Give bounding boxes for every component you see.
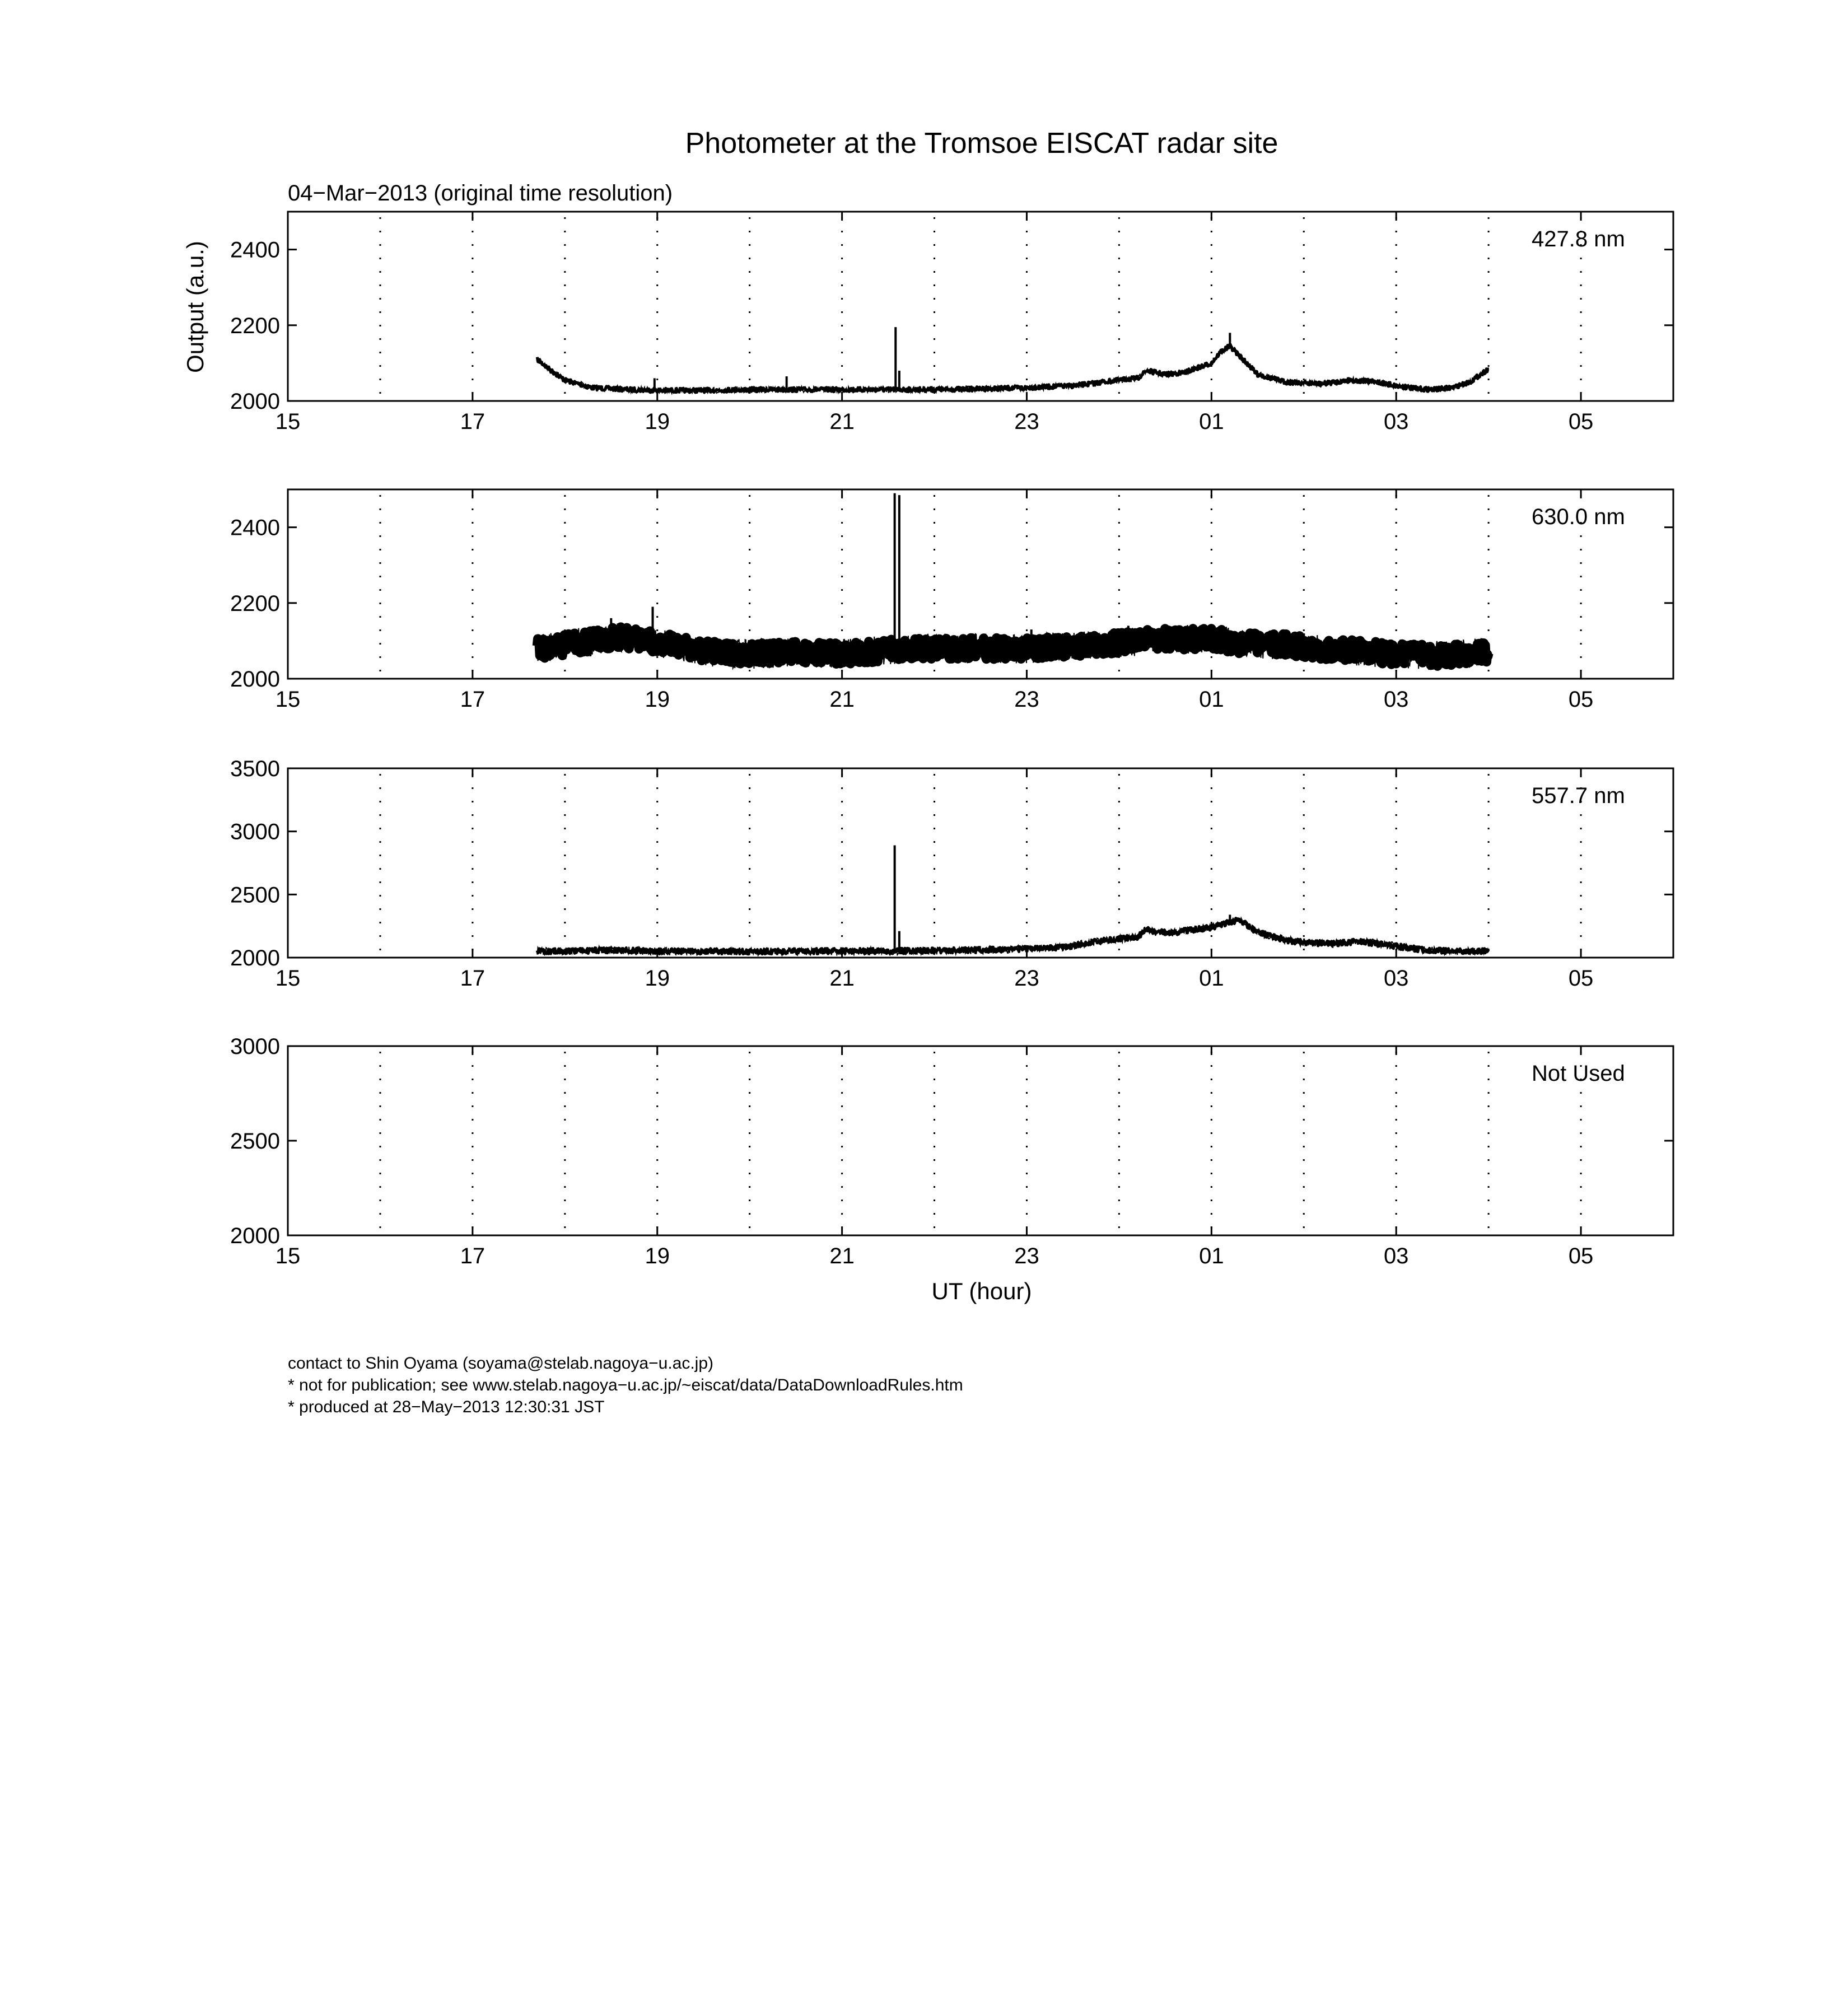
footer-contact: contact to Shin Oyama (soyama@stelab.nagoya−u.ac.jp) [288, 1354, 714, 1373]
x-tick-label: 19 [645, 409, 670, 434]
chart-subtitle: 04−Mar−2013 (original time resolution) [288, 181, 673, 206]
panel-label: 630.0 nm [1532, 505, 1625, 529]
panel-4 [230, 1034, 1673, 1268]
y-tick-label: 2400 [230, 237, 280, 263]
x-tick-label: 01 [1199, 687, 1224, 712]
axes-frame [288, 1046, 1673, 1235]
panel-2 [230, 489, 1673, 712]
x-axis-label: UT (hour) [931, 1278, 1032, 1304]
x-tick-label: 03 [1383, 966, 1409, 991]
footer-publication-note: * not for publication; see www.stelab.nagoya−u.ac.jp/~eiscat/data/DataDownloadRules.htm [288, 1376, 963, 1394]
x-tick-label: 21 [829, 966, 855, 991]
x-tick-label: 01 [1199, 966, 1224, 991]
x-tick-label: 23 [1014, 1244, 1039, 1268]
x-tick-label: 21 [829, 409, 855, 434]
panels [230, 212, 1673, 1268]
panel-1 [230, 212, 1673, 434]
y-tick-label: 2200 [230, 591, 280, 616]
x-tick-label: 01 [1199, 409, 1224, 434]
y-tick-label: 2200 [230, 313, 280, 338]
panel-label: Not Used [1532, 1061, 1625, 1086]
y-tick-label: 2500 [230, 883, 280, 908]
x-tick-label: 19 [645, 687, 670, 712]
y-axis-label: Output (a.u.) [182, 241, 208, 373]
x-tick-label: 17 [460, 966, 486, 991]
x-tick-label: 19 [645, 1244, 670, 1268]
x-tick-label: 19 [645, 966, 670, 991]
x-tick-label: 03 [1383, 1244, 1409, 1268]
x-tick-label: 05 [1568, 409, 1594, 434]
panel-3 [230, 757, 1673, 991]
x-tick-label: 05 [1568, 1244, 1594, 1268]
y-tick-label: 3500 [230, 757, 280, 781]
x-tick-label: 15 [275, 687, 301, 712]
axes-frame [288, 212, 1673, 401]
y-tick-label: 2400 [230, 515, 280, 540]
x-tick-label: 05 [1568, 687, 1594, 712]
x-tick-label: 21 [829, 1244, 855, 1268]
axes-frame [288, 768, 1673, 958]
panel-label: 557.7 nm [1532, 783, 1625, 808]
x-tick-label: 17 [460, 409, 486, 434]
y-tick-label: 2000 [230, 389, 280, 414]
chart-title: Photometer at the Tromsoe EISCAT radar site [685, 127, 1278, 160]
x-tick-label: 03 [1383, 409, 1409, 434]
y-tick-label: 2000 [230, 1224, 280, 1248]
y-tick-label: 3000 [230, 819, 280, 844]
series-noise [537, 917, 1488, 955]
x-tick-label: 03 [1383, 687, 1409, 712]
x-tick-label: 17 [460, 687, 486, 712]
y-tick-label: 2000 [230, 946, 280, 970]
x-tick-label: 15 [275, 966, 301, 991]
y-tick-label: 2500 [230, 1129, 280, 1154]
x-tick-label: 23 [1014, 966, 1039, 991]
series-line [537, 344, 1488, 393]
x-tick-label: 15 [275, 1244, 301, 1268]
x-tick-label: 01 [1199, 1244, 1224, 1268]
y-tick-label: 2000 [230, 667, 280, 692]
panel-label: 427.8 nm [1532, 227, 1625, 251]
x-tick-label: 17 [460, 1244, 486, 1268]
footer-produced-timestamp: * produced at 28−May−2013 12:30:31 JST [288, 1398, 605, 1416]
x-tick-label: 21 [829, 687, 855, 712]
x-tick-label: 23 [1014, 687, 1039, 712]
x-tick-label: 23 [1014, 409, 1039, 434]
y-tick-label: 3000 [230, 1034, 280, 1059]
x-tick-label: 05 [1568, 966, 1594, 991]
x-tick-label: 15 [275, 409, 301, 434]
